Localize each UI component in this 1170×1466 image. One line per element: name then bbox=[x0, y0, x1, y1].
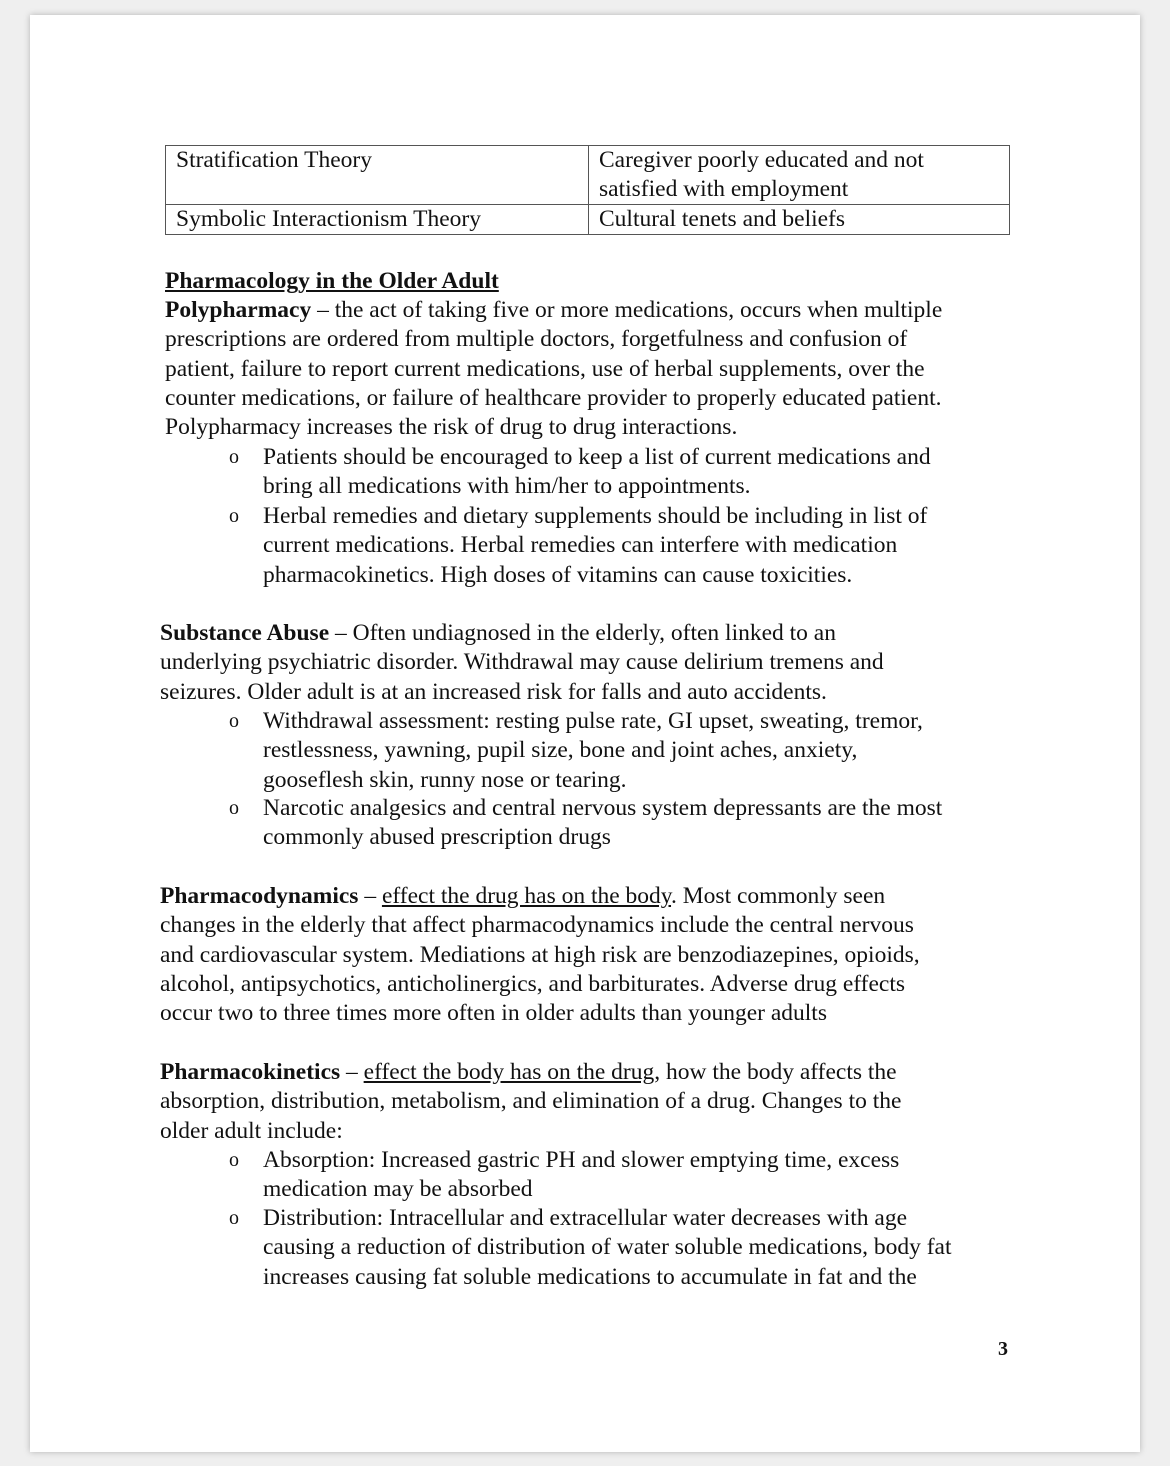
table-row bbox=[166, 146, 1010, 205]
bullet-icon: o bbox=[229, 446, 239, 468]
bullet-icon: o bbox=[229, 797, 239, 819]
list-item: o Absorption: Increased gastric PH and slower emptying time, excess medication may be absorbed bbox=[229, 1147, 900, 1203]
term: Substance Abuse bbox=[160, 620, 330, 646]
substance-abuse-paragraph: Substance Abuse – Often undiagnosed in the elderly, often linked to an underlying psychiatric disorder. Withdrawal may cause delirium tremens and seizures. Older adult is at an increased risk for falls and auto accidents. bbox=[160, 620, 884, 705]
list-item: o Withdrawal assessment: resting pulse rate, GI upset, sweating, tremor, restlessness, yawning, pupil size, bone and joint aches, anxiety, gooseflesh skin, runny nose or tearing. bbox=[229, 708, 923, 793]
theory-table bbox=[165, 145, 1010, 235]
table-cell: Stratification Theory bbox=[166, 146, 589, 205]
table-row bbox=[166, 205, 1010, 235]
bullet-icon: o bbox=[229, 710, 239, 732]
term: Polypharmacy bbox=[165, 297, 312, 323]
list-item: o Narcotic analgesics and central nervous system depressants are the most commonly abused prescription drugs bbox=[229, 795, 943, 851]
list-item: o Herbal remedies and dietary supplements should be including in list of current medications. Herbal remedies can interfere with medication pharmacokinetics. High doses of vitamins can cause toxicities. bbox=[229, 503, 928, 588]
term: Pharmacodynamics bbox=[160, 883, 359, 909]
table-cell: Caregiver poorly educated and not satisfied with employment bbox=[589, 146, 1010, 205]
section-heading: Pharmacology in the Older Adult bbox=[165, 268, 499, 294]
table-cell: Cultural tenets and beliefs bbox=[589, 205, 1010, 235]
page-number: 3 bbox=[998, 1338, 1008, 1360]
table-cell: Symbolic Interactionism Theory bbox=[166, 205, 589, 235]
pharmacokinetics-paragraph: Pharmacokinetics – effect the body has on the drug, how the body affects the absorption, distribution, metabolism, and elimination of a drug. Changes to the older adult include: bbox=[160, 1059, 902, 1144]
pharmacodynamics-paragraph: Pharmacodynamics – effect the drug has on the body. Most commonly seen changes in the elderly that affect pharmacodynamics include the central nervous and cardiovascular system. Mediations at high risk are benzodiazepines, opioids, alcohol, antipsychotics, anticholinergics, and barbiturates. Adverse drug effects occur two to three times more often in older adults than younger adults bbox=[160, 883, 920, 1027]
list-item: o Distribution: Intracellular and extracellular water decreases with age causing a reduction of distribution of water soluble medications, body fat increases causing fat soluble medications to accumulate in fat and the bbox=[229, 1205, 952, 1290]
term: Pharmacokinetics bbox=[160, 1059, 341, 1085]
bullet-icon: o bbox=[229, 1149, 239, 1171]
polypharmacy-paragraph: Polypharmacy – the act of taking five or more medications, occurs when multiple prescriptions are ordered from multiple doctors, forgetfulness and confusion of patient, failure to report current medications, use of herbal supplements, over the counter medications, or failure of healthcare provider to properly educated patient. Polypharmacy increases the risk of drug to drug interactions. bbox=[165, 297, 943, 441]
bullet-icon: o bbox=[229, 505, 239, 527]
list-item: o Patients should be encouraged to keep a list of current medications and bring all medications with him/her to appointments. bbox=[229, 444, 931, 500]
bullet-icon: o bbox=[229, 1207, 239, 1229]
